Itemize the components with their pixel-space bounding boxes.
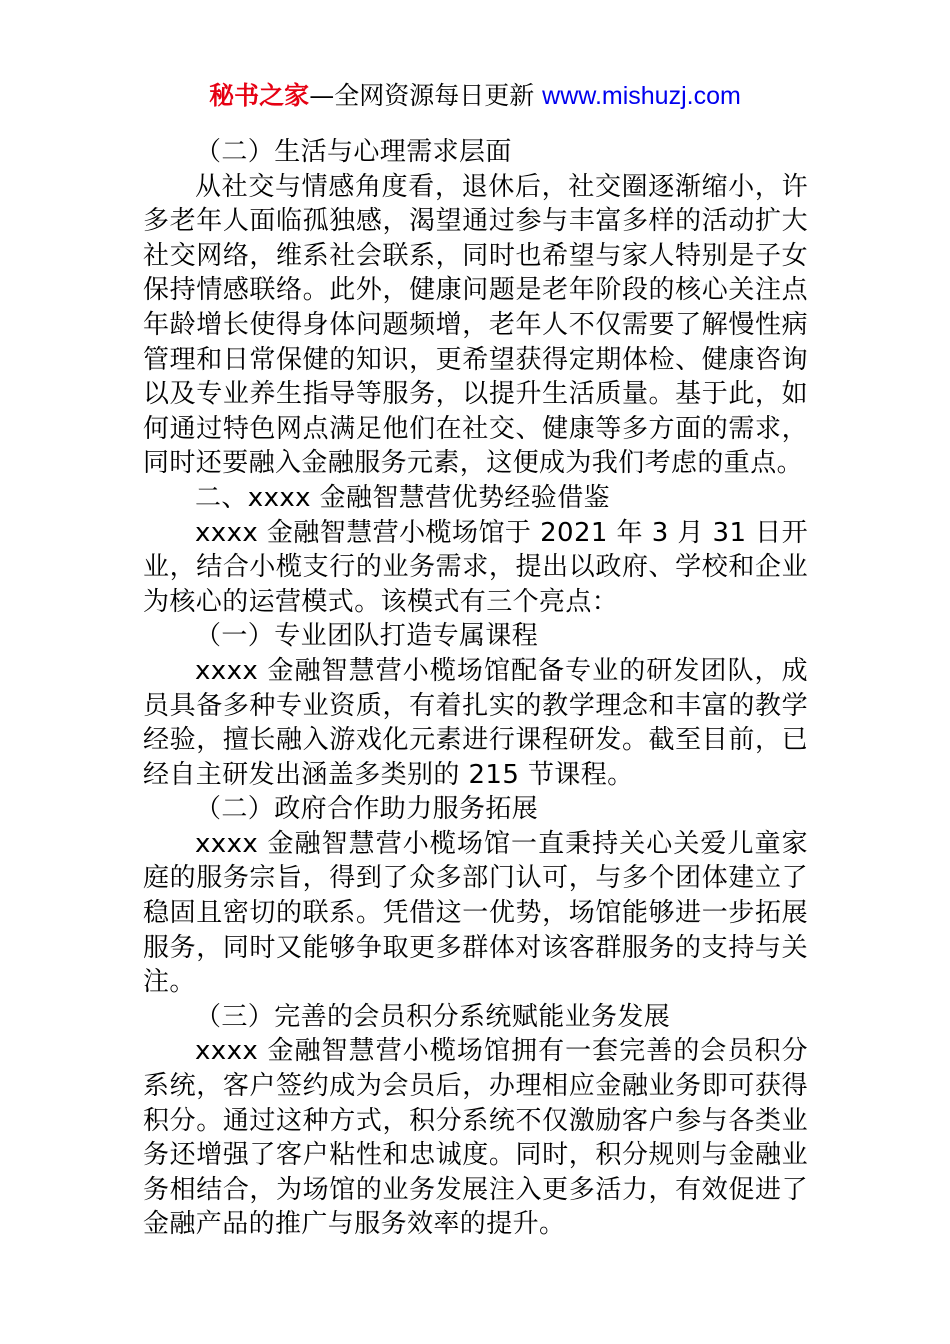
site-tagline: —全网资源每日更新 <box>309 81 535 110</box>
paragraph-government-cooperation: xxxx 金融智慧营小榄场馆一直秉持关心关爱儿童家庭的服务宗旨，得到了众多部门认可，与多个团体建立了稳固且密切的联系。凭借这一优势，场馆能够进一步拓展服务，同时又能够争取更多群体对该客群服务的支持与关注。 <box>143 828 808 998</box>
paragraph-social-health-needs: 从社交与情感角度看，退休后，社交圈逐渐缩小，许多老年人面临孤独感，渴望通过参与丰富多样的活动扩大社交网络，维系社会联系，同时也希望与家人特别是子女保持情感联络。此外，健康问题是老年阶段的核心关注点年龄增长使得身体问题频增，老年人不仅需要了解慢性病管理和日常保健的知识，更希望获得定期体检、健康咨询以及专业养生指导等服务，以提升生活质量。基于此，如何通过特色网点满足他们在社交、健康等多方面的需求，同时还要融入金融服务元素，这便成为我们考虑的重点。 <box>143 171 808 479</box>
section-heading-government-cooperation: （二）政府合作助力服务拓展 <box>195 794 539 825</box>
section-heading-team-courses: （一）专业团队打造专属课程 <box>195 621 539 652</box>
paragraph-membership-points: xxxx 金融智慧营小榄场馆拥有一套完善的会员积分系统，客户签约成为会员后，办理相应金融业务即可获得积分。通过这种方式，积分系统不仅激励客户参与各类业务还增强了客户粘性和忠诚度。同时，积分规则与金融业务相结合，为场馆的业务发展注入更多活力，有效促进了金融产品的推广与服务效率的提升。 <box>143 1036 808 1240</box>
section-heading-life-psychology: （二）生活与心理需求层面 <box>195 137 512 167</box>
paragraph-venue-intro: xxxx 金融智慧营小榄场馆于 2021 年 3 月 31 日开业，结合小榄支行的业务需求，提出以政府、学校和企业为核心的运营模式。该模式有三个亮点： <box>143 517 808 617</box>
site-brand: 秘书之家 <box>209 81 310 110</box>
paragraph-team-courses: xxxx 金融智慧营小榄场馆配备专业的研发团队，成员具备多种专业资质，有着扎实的教学理念和丰富的教学经验，擅长融入游戏化元素进行课程研发。截至目前，已经自主研发出涵盖多类别的 215 节课程。 <box>143 655 808 790</box>
section-heading-experience: 二、xxxx 金融智慧营优势经验借鉴 <box>195 482 611 513</box>
document-body <box>143 135 808 1242</box>
section-heading-membership-points: （三）完善的会员积分系统赋能业务发展 <box>195 1001 671 1032</box>
site-url-link[interactable]: www.mishuzj.com <box>542 82 741 110</box>
site-header <box>0 80 950 112</box>
